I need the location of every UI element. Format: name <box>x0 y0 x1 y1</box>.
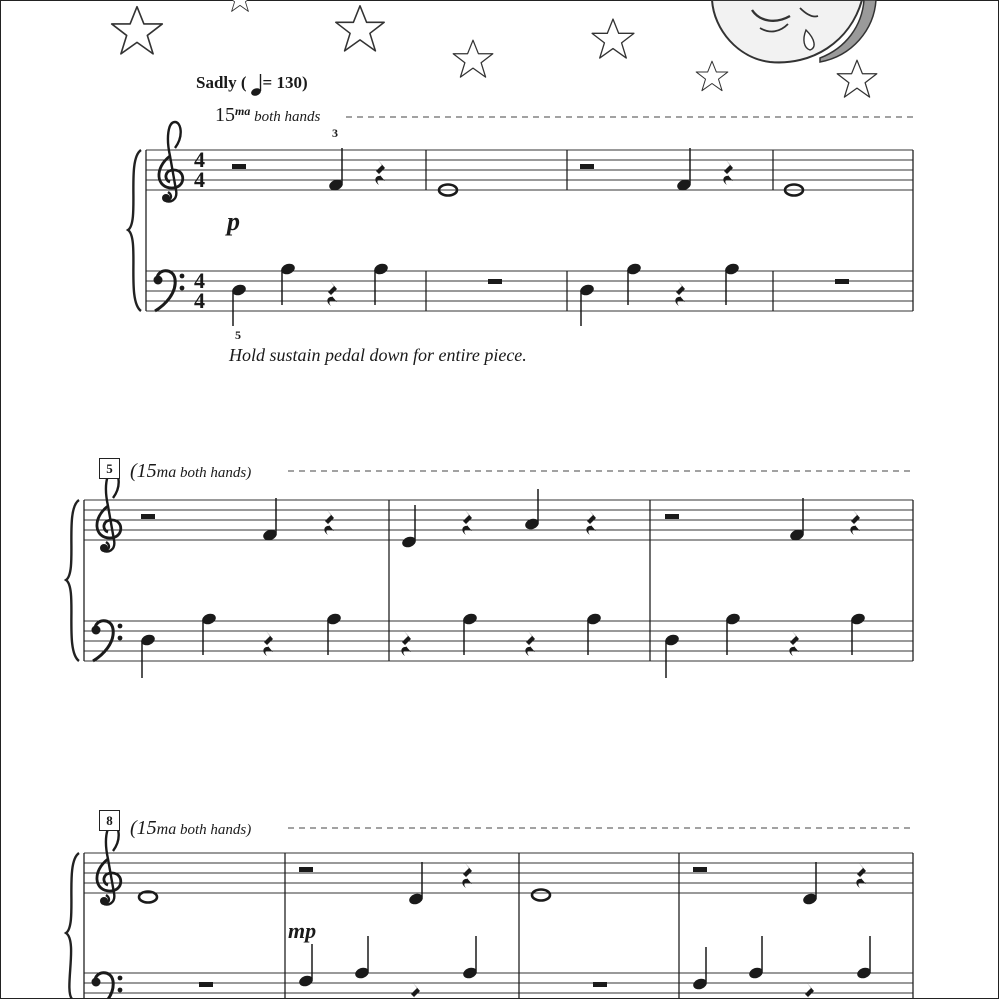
fingering-bass: 5 <box>235 328 241 342</box>
tempo-marking: Sadly ( = 130) <box>196 73 308 92</box>
crying-moon-icon <box>712 0 876 62</box>
fingering-treble: 3 <box>332 126 338 140</box>
ottava-marking-3: (15ma both hands) <box>130 817 252 839</box>
measure-number-5: 5 <box>99 458 120 479</box>
system-3 <box>66 825 913 999</box>
measure-number-8: 8 <box>99 810 120 831</box>
time-signature-treble-bottom: 4 <box>194 167 205 192</box>
system-1 <box>128 117 913 326</box>
time-signature-bass-bottom: 4 <box>194 288 205 313</box>
dynamic-piano: p <box>227 207 240 236</box>
ottava-marking-1: $15^{ma}$ both hands <box>215 104 321 126</box>
dynamic-mezzo-piano: mp <box>288 918 317 943</box>
system-2 <box>66 471 913 678</box>
pedal-instruction: Hold sustain pedal down for entire piece. <box>229 345 527 365</box>
ottava-marking-2: (15ma both hands) <box>130 460 252 482</box>
time-signature-bass-top: 4 <box>194 268 205 293</box>
time-signature-treble-top: 4 <box>194 147 205 172</box>
